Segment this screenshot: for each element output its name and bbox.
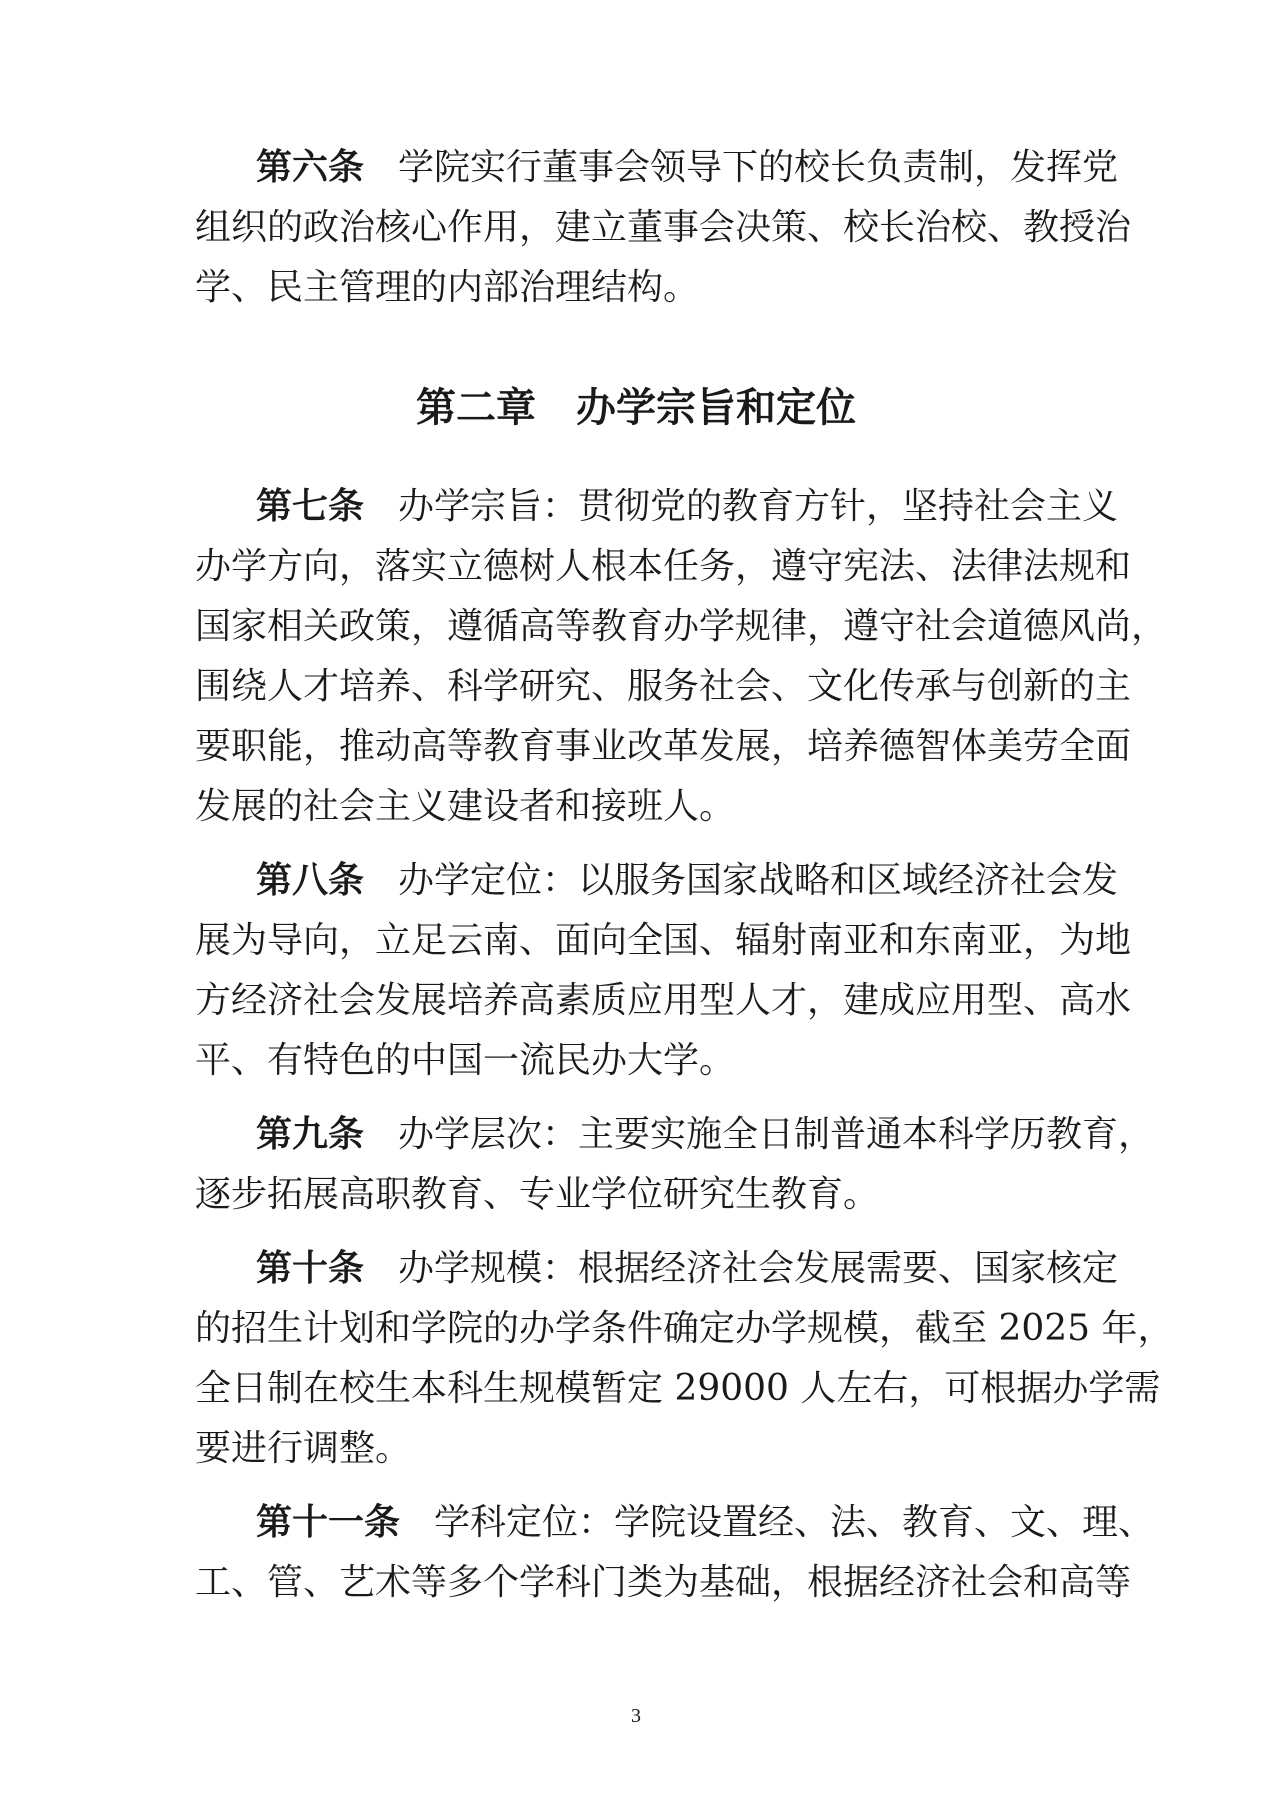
chapter-number: 第二章 — [416, 385, 536, 431]
article-7-line-1: 第七条 办学宗旨：贯彻党的教育方针，坚持社会主义 — [256, 486, 1119, 527]
article-7-line-6: 发展的社会主义建设者和接班人。 — [195, 786, 736, 827]
article-7-line-2: 办学方向，落实立德树人根本任务，遵守宪法、法律法规和 — [195, 546, 1132, 587]
article-7-line-3: 国家相关政策，遵循高等教育办学规律，遵守社会道德风尚， — [195, 606, 1168, 647]
chapter-heading — [0, 378, 1272, 438]
article-8-line-3: 方经济社会发展培养高素质应用型人才，建成应用型、高水 — [195, 980, 1132, 1021]
article-8-line-2: 展为导向，立足云南、面向全国、辐射南亚和东南亚，为地 — [195, 920, 1132, 961]
article-8-line-4: 平、有特色的中国一流民办大学。 — [195, 1040, 736, 1081]
chapter-title: 办学宗旨和定位 — [576, 385, 856, 431]
page-number: 3 — [631, 1705, 641, 1727]
article-11-line-1: 第十一条 学科定位：学院设置经、法、教育、文、理、 — [256, 1502, 1155, 1543]
article-8-title: 第八条 — [256, 860, 365, 901]
article-6-line-1: 第六条 学院实行董事会领导下的校长负责制，发挥党 — [256, 147, 1119, 188]
article-10-title: 第十条 — [256, 1248, 365, 1289]
article-10-line-4: 要进行调整。 — [195, 1428, 412, 1469]
article-9-line-1: 第九条 办学层次：主要实施全日制普通本科学历教育， — [256, 1114, 1155, 1155]
article-6-line-3: 学、民主管理的内部治理结构。 — [195, 267, 700, 308]
article-10-line-1: 第十条 办学规模：根据经济社会发展需要、国家核定 — [256, 1248, 1119, 1289]
article-8-line-1: 第八条 办学定位：以服务国家战略和区域经济社会发 — [256, 860, 1119, 901]
article-11-title: 第十一条 — [256, 1502, 401, 1543]
article-7-line-4: 围绕人才培养、科学研究、服务社会、文化传承与创新的主 — [195, 666, 1132, 707]
article-6-line-2: 组织的政治核心作用，建立董事会决策、校长治校、教授治 — [195, 207, 1132, 248]
article-9-title: 第九条 — [256, 1114, 365, 1155]
article-7-line-5: 要职能，推动高等教育事业改革发展，培养德智体美劳全面 — [195, 726, 1132, 767]
article-7-title: 第七条 — [256, 486, 365, 527]
article-10-line-3: 全日制在校生本科生规模暂定 29000 人左右，可根据办学需 — [195, 1368, 1161, 1409]
article-11-line-2: 工、管、艺术等多个学科门类为基础，根据经济社会和高等 — [195, 1562, 1132, 1603]
article-10-line-2: 的招生计划和学院的办学条件确定办学规模，截至 2025 年， — [195, 1308, 1174, 1349]
article-6-title: 第六条 — [256, 147, 365, 188]
article-9-line-2: 逐步拓展高职教育、专业学位研究生教育。 — [195, 1174, 880, 1215]
